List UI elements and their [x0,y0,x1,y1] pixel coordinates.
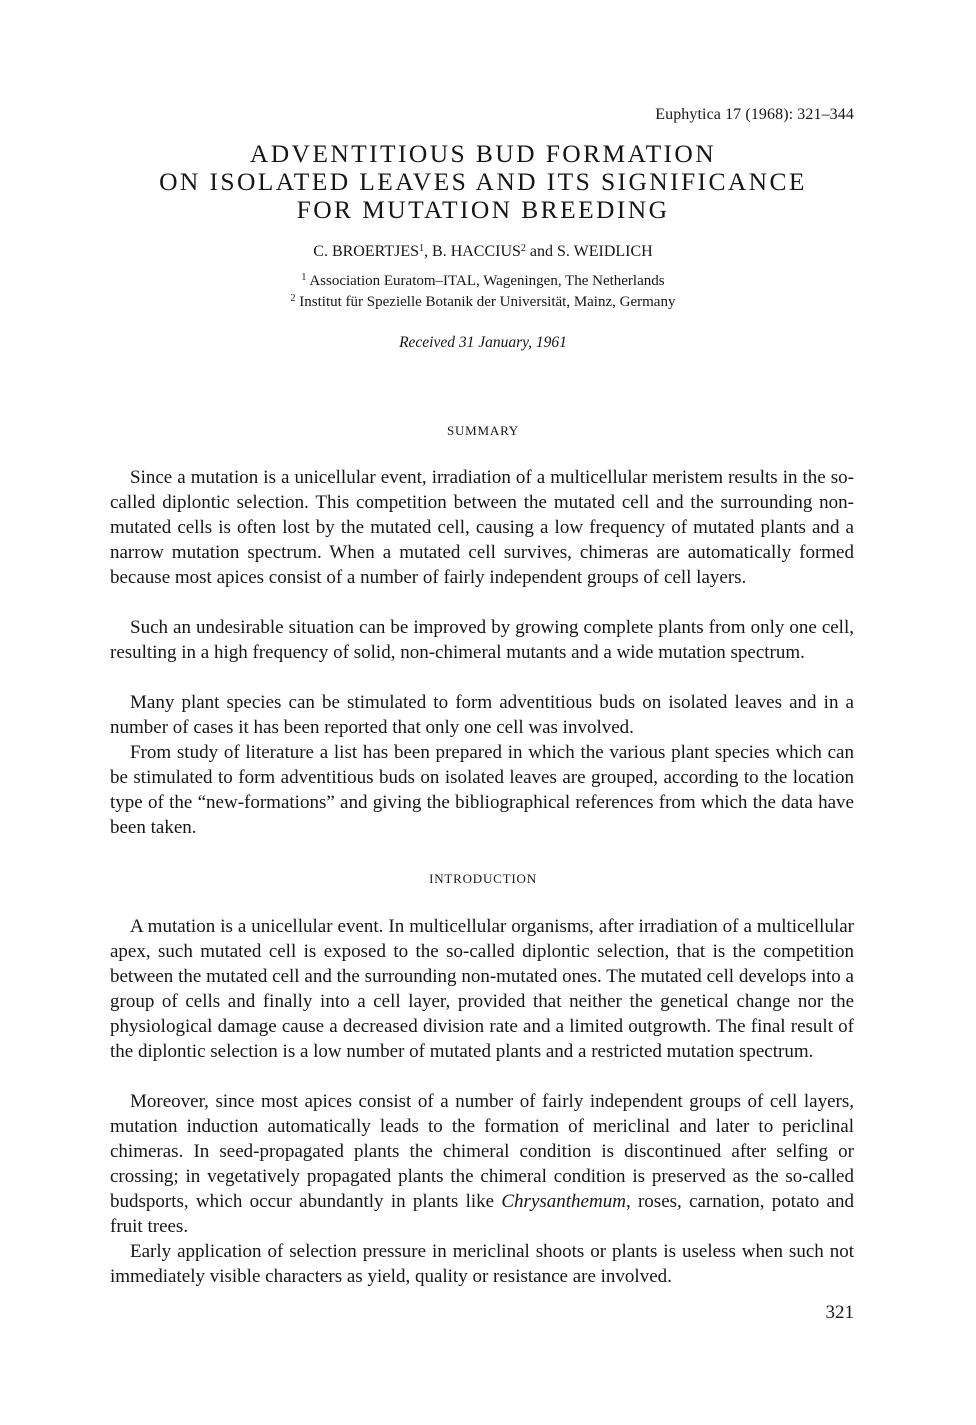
intro-paragraph: Early application of selection pressure in mericlinal shoots or plants is useless when such not immediately visible characters as yield, quality or resistance are involved. [110,1241,854,1287]
affiliation-marker: 2 [290,293,296,304]
title-line: ADVENTITIOUS BUD FORMATION [249,139,717,168]
title-line: FOR MUTATION BREEDING [296,195,670,224]
affiliation-text: Association Euratom–ITAL, Wageningen, The Netherlands [306,273,665,289]
introduction-heading: INTRODUCTION [429,871,537,886]
summary-heading: SUMMARY [446,423,520,438]
intro-paragraph [110,1089,854,1239]
affiliation-marker: 2 [520,243,526,254]
intro-text: , roses, carnation, potato and fruit trees. [110,1191,854,1237]
paper-title [110,140,856,224]
affiliation-text: Institut für Spezielle Botanik der Universität, Mainz, Germany [295,294,676,310]
affiliation-2 [110,294,856,311]
journal-reference: Euphytica 17 (1968): 321–344 [655,106,854,123]
summary-paragraph: Since a mutation is a unicellular event, irradiation of a multicellular meristem results in the so-called diplontic selection. This competition between the mutated cell and the surrounding non-mutated cells is often lost by the mutated cell, causing a low frequency of mutated plants and a narrow mutation spectrum. When a mutated cell survives, chimeras are automatically formed because most apices consist of a number of fairly independent groups of cell layers. [110,467,854,588]
summary-paragraph: Such an undesirable situation can be improved by growing complete plants from only one cell, resulting in a high frequency of solid, non-chimeral mutants and a wide mutation spectrum. [110,617,854,663]
author-list [110,243,856,261]
title-line: ON ISOLATED LEAVES AND ITS SIGNIFICANCE [159,167,807,196]
page-number: 321 [825,1302,854,1323]
intro-paragraph: A mutation is a unicellular event. In multicellular organisms, after irradiation of a multicellular apex, such mutated cell is exposed to the so-called diplontic selection, that is the competition between the mutated cell and the surrounding non-mutated ones. The mutated cell develops into a group of cells and finally into a cell layer, provided that neither the genetical change nor the physiological damage cause a decreased division rate and a limited outgrowth. The final result of the diplontic selection is a low number of mutated plants and a restricted mutation spectrum. [110,916,854,1062]
intro-text: Moreover, since most apices consist of a number of fairly independent groups of cell layers, mutation induction automatically leads to the formation of mericlinal and later to periclinal chimeras. In seed-propagated plants the chimeral condition is discontinued after selfing or crossing; in vegetatively propagated plants the chimeral condition is preserved as the so-called budsports, which occur abundantly in plants like [110,1091,854,1212]
received-date: Received 31 January, 1961 [399,334,567,351]
author-name: , B. HACCIUS [424,243,521,260]
affiliation-1 [110,273,856,290]
affiliation-marker: 1 [301,272,307,283]
summary-paragraph: Many plant species can be stimulated to form adventitious buds on isolated leaves and in a number of cases it has been reported that only one cell was involved. [110,692,854,738]
summary-paragraph: From study of literature a list has been prepared in which the various plant species which can be stimulated to form adventitious buds on isolated leaves are grouped, according to the location type of the “new-formations” and giving the bibliographical references from which the data have been taken. [110,742,854,838]
species-name: Chrysanthemum [501,1191,626,1212]
author-name: and S. WEIDLICH [525,243,653,260]
affiliation-marker: 1 [419,243,425,254]
author-name: C. BROERTJES [313,243,420,260]
